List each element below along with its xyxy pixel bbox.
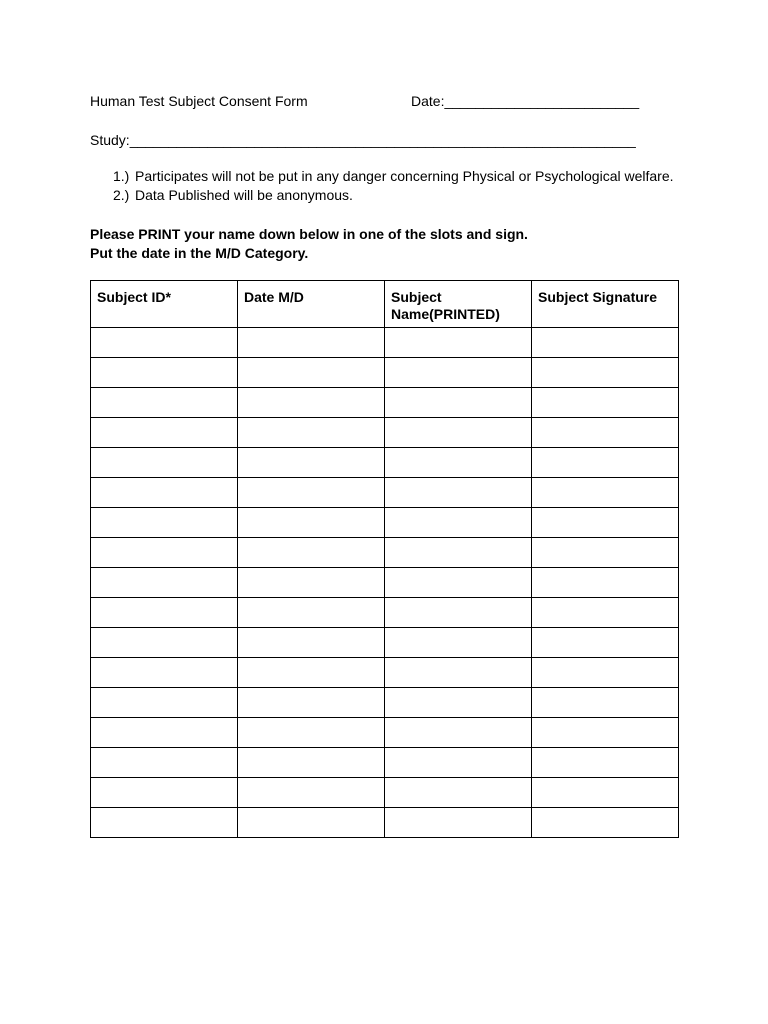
table-row [91, 358, 679, 388]
date-cell[interactable] [238, 328, 385, 358]
date-field[interactable]: Date:_________________________ [411, 93, 640, 109]
table-row [91, 328, 679, 358]
subject-id-cell[interactable] [91, 508, 238, 538]
subject-name-cell[interactable] [385, 718, 532, 748]
subject-id-cell[interactable] [91, 538, 238, 568]
form-title: Human Test Subject Consent Form [90, 93, 308, 109]
date-cell[interactable] [238, 598, 385, 628]
list-item-number: 2.) [113, 187, 130, 203]
table-row [91, 718, 679, 748]
subject-name-cell[interactable] [385, 328, 532, 358]
column-header-subject-id: Subject ID* [91, 281, 238, 328]
subject-name-cell[interactable] [385, 658, 532, 688]
subject-id-cell[interactable] [91, 328, 238, 358]
date-cell[interactable] [238, 628, 385, 658]
subject-id-cell[interactable] [91, 598, 238, 628]
date-cell[interactable] [238, 808, 385, 838]
instruction-line-1: Please PRINT your name down below in one of the slots and sign. [90, 226, 528, 242]
subject-id-cell[interactable] [91, 478, 238, 508]
terms-list [113, 167, 674, 205]
date-cell[interactable] [238, 478, 385, 508]
signature-cell[interactable] [532, 508, 679, 538]
column-header-signature: Subject Signature [532, 281, 679, 328]
date-cell[interactable] [238, 388, 385, 418]
subject-name-cell[interactable] [385, 628, 532, 658]
subject-name-cell[interactable] [385, 538, 532, 568]
subject-name-cell[interactable] [385, 508, 532, 538]
study-field[interactable]: Study:_________________________________________________________________ [90, 132, 636, 148]
list-item-text: Participates will not be put in any danger concerning Physical or Psychological welfare. [135, 168, 674, 184]
table-row [91, 538, 679, 568]
signature-cell[interactable] [532, 538, 679, 568]
date-cell[interactable] [238, 448, 385, 478]
signature-cell[interactable] [532, 748, 679, 778]
subject-name-cell[interactable] [385, 568, 532, 598]
table-row [91, 478, 679, 508]
table-row [91, 508, 679, 538]
column-header-subject-name: Subject Name(PRINTED) [385, 281, 532, 328]
signature-cell[interactable] [532, 598, 679, 628]
table-row [91, 388, 679, 418]
date-cell[interactable] [238, 778, 385, 808]
signature-cell[interactable] [532, 808, 679, 838]
signature-cell[interactable] [532, 658, 679, 688]
subject-id-cell[interactable] [91, 358, 238, 388]
subject-name-cell[interactable] [385, 448, 532, 478]
table-row [91, 778, 679, 808]
table-row [91, 808, 679, 838]
list-item-number: 1.) [113, 168, 130, 184]
subject-name-cell[interactable] [385, 688, 532, 718]
table-row [91, 748, 679, 778]
date-cell[interactable] [238, 418, 385, 448]
table-header-row [91, 281, 679, 328]
table-row [91, 568, 679, 598]
signature-cell[interactable] [532, 328, 679, 358]
subject-name-cell[interactable] [385, 808, 532, 838]
signature-cell[interactable] [532, 778, 679, 808]
signature-cell[interactable] [532, 388, 679, 418]
subject-name-cell[interactable] [385, 388, 532, 418]
subject-id-cell[interactable] [91, 658, 238, 688]
table-row [91, 598, 679, 628]
list-item-text: Data Published will be anonymous. [135, 187, 353, 203]
subject-id-cell[interactable] [91, 388, 238, 418]
signature-cell[interactable] [532, 628, 679, 658]
date-cell[interactable] [238, 538, 385, 568]
table-row [91, 628, 679, 658]
instruction-line-2: Put the date in the M/D Category. [90, 245, 309, 261]
signature-cell[interactable] [532, 478, 679, 508]
signature-cell[interactable] [532, 568, 679, 598]
date-cell[interactable] [238, 718, 385, 748]
subject-name-cell[interactable] [385, 778, 532, 808]
subject-name-cell[interactable] [385, 748, 532, 778]
signature-cell[interactable] [532, 718, 679, 748]
signature-cell[interactable] [532, 418, 679, 448]
column-header-date: Date M/D [238, 281, 385, 328]
subject-id-cell[interactable] [91, 748, 238, 778]
table-row [91, 448, 679, 478]
subject-name-cell[interactable] [385, 598, 532, 628]
subject-id-cell[interactable] [91, 628, 238, 658]
signup-table [90, 280, 679, 838]
subject-id-cell[interactable] [91, 718, 238, 748]
subject-id-cell[interactable] [91, 418, 238, 448]
date-cell[interactable] [238, 508, 385, 538]
table-body [91, 328, 679, 838]
table-row [91, 658, 679, 688]
date-cell[interactable] [238, 658, 385, 688]
subject-name-cell[interactable] [385, 418, 532, 448]
signature-cell[interactable] [532, 448, 679, 478]
list-item [113, 186, 674, 205]
date-cell[interactable] [238, 748, 385, 778]
subject-id-cell[interactable] [91, 778, 238, 808]
table-row [91, 688, 679, 718]
subject-id-cell[interactable] [91, 808, 238, 838]
subject-id-cell[interactable] [91, 688, 238, 718]
list-item [113, 167, 674, 186]
date-cell[interactable] [238, 688, 385, 718]
subject-name-cell[interactable] [385, 478, 532, 508]
table-row [91, 418, 679, 448]
signature-cell[interactable] [532, 358, 679, 388]
signature-cell[interactable] [532, 688, 679, 718]
date-cell[interactable] [238, 568, 385, 598]
subject-name-cell[interactable] [385, 358, 532, 388]
subject-id-cell[interactable] [91, 448, 238, 478]
subject-id-cell[interactable] [91, 568, 238, 598]
date-cell[interactable] [238, 358, 385, 388]
